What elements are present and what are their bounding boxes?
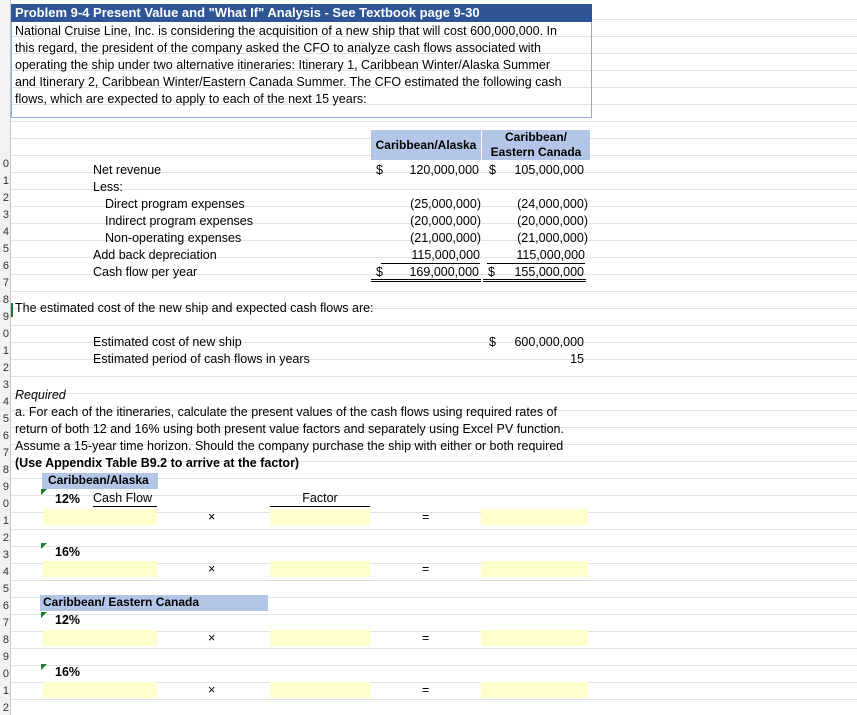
row-number[interactable]: 1 xyxy=(2,685,9,697)
intro-line-1: National Cruise Line, Inc. is considering the acquisition of a new ship that will cost 600,000,000. In xyxy=(15,24,557,38)
cash-flow-sym1: $ xyxy=(376,265,383,279)
problem-title: Problem 9-4 Present Value and "What If" Analysis - See Textbook page 9-30 xyxy=(11,4,592,22)
nonop-expenses-label[interactable]: Non-operating expenses xyxy=(105,231,242,245)
pv-input-alaska-16[interactable] xyxy=(481,561,588,577)
row-number[interactable]: 6 xyxy=(2,260,9,272)
required-line-1[interactable]: a. For each of the itineraries, calculate the present values of the cash flows using required rates of xyxy=(15,405,557,419)
factor-input-canada-12[interactable] xyxy=(270,630,370,646)
row-number[interactable]: 0 xyxy=(2,158,9,170)
row-number[interactable]: 0 xyxy=(2,498,9,510)
row-number[interactable]: 4 xyxy=(2,226,9,238)
pv-input-canada-12[interactable] xyxy=(481,630,588,646)
net-revenue-value-alaska[interactable]: 120,000,000 xyxy=(409,163,479,177)
header-caribbean-alaska[interactable]: Caribbean/Alaska xyxy=(371,130,481,160)
row-number[interactable]: 3 xyxy=(2,379,9,391)
indirect-expenses-label[interactable]: Indirect program expenses xyxy=(105,214,253,228)
row-header[interactable] xyxy=(0,0,11,715)
row-number[interactable]: 8 xyxy=(2,294,9,306)
period-value[interactable]: 15 xyxy=(570,352,584,366)
pv-input-canada-16[interactable] xyxy=(481,682,588,698)
times-symbol: × xyxy=(208,562,216,576)
section-caribbean-eastern-canada[interactable]: Caribbean/ Eastern Canada xyxy=(40,595,268,611)
appendix-note[interactable]: (Use Appendix Table B9.2 to arrive at the factor) xyxy=(15,456,300,470)
cash-flow-sym2: $ xyxy=(488,265,495,279)
less-label[interactable]: Less: xyxy=(93,180,123,194)
factor-input-alaska-12[interactable] xyxy=(270,509,370,525)
times-symbol: × xyxy=(208,510,216,524)
times-symbol: × xyxy=(208,631,216,645)
row-number[interactable]: 9 xyxy=(2,651,9,663)
row-number[interactable]: 4 xyxy=(2,396,9,408)
header-col2-line2: Eastern Canada xyxy=(490,145,582,159)
required-heading[interactable]: Required xyxy=(15,388,66,402)
row-number[interactable]: 7 xyxy=(2,277,9,289)
cash-flow-value-alaska: 169,000,000 xyxy=(409,265,479,279)
error-indicator-triangle xyxy=(41,664,47,670)
required-line-3[interactable]: Assume a 15-year time horizon. Should the company purchase the ship with either or both required xyxy=(15,439,564,453)
pv-input-alaska-12[interactable] xyxy=(481,509,588,525)
depreciation-canada[interactable]: 115,000,000 xyxy=(487,247,585,264)
nonop-expenses-canada[interactable]: (21,000,000) xyxy=(517,231,588,245)
gridline xyxy=(11,376,857,377)
cost-label[interactable]: Estimated cost of new ship xyxy=(93,335,242,349)
gridline xyxy=(11,189,857,190)
depreciation-label[interactable]: Add back depreciation xyxy=(93,248,217,262)
cashflow-input-alaska-12[interactable] xyxy=(43,509,157,525)
gridline xyxy=(11,699,857,700)
intro-line-3: operating the ship under two alternative itineraries: Itinerary 1, Caribbean Winter/Alaska Summer xyxy=(15,58,550,72)
cashflow-input-alaska-16[interactable] xyxy=(43,561,157,577)
row-number[interactable]: 3 xyxy=(2,209,9,221)
cashflow-input-canada-16[interactable] xyxy=(43,682,157,698)
cashflow-input-canada-12[interactable] xyxy=(43,630,157,646)
cash-flow-alaska-cell[interactable] xyxy=(371,264,481,282)
header-caribbean-eastern-canada[interactable] xyxy=(482,130,590,160)
gridline xyxy=(11,614,857,615)
row-number[interactable]: 9 xyxy=(2,481,9,493)
header-col2-line1: Caribbean/ xyxy=(504,130,567,144)
rate-16-alaska[interactable]: 16% xyxy=(55,545,81,559)
row-number[interactable]: 5 xyxy=(2,413,9,425)
row-number[interactable]: 1 xyxy=(2,345,9,357)
factor-header[interactable]: Factor xyxy=(270,491,370,507)
equals-symbol: = xyxy=(422,631,430,645)
row-number[interactable]: 5 xyxy=(2,243,9,255)
equals-symbol: = xyxy=(422,562,430,576)
cash-flow-canada-cell[interactable] xyxy=(483,264,586,282)
direct-expenses-label[interactable]: Direct program expenses xyxy=(105,197,245,211)
row-number[interactable]: 9 xyxy=(2,311,9,323)
gridline xyxy=(11,393,857,394)
gridline xyxy=(11,325,857,326)
direct-expenses-canada[interactable]: (24,000,000) xyxy=(517,197,588,211)
rate-16-canada[interactable]: 16% xyxy=(55,665,81,679)
gridline xyxy=(11,121,857,122)
row-number[interactable]: 6 xyxy=(2,430,9,442)
row-number[interactable]: 3 xyxy=(2,549,9,561)
row-number[interactable]: 0 xyxy=(2,328,9,340)
net-revenue-label[interactable]: Net revenue xyxy=(93,163,162,177)
gridline xyxy=(11,665,857,666)
error-indicator-triangle xyxy=(41,543,47,549)
rate-12-alaska[interactable]: 12% xyxy=(55,492,81,506)
net-revenue-sym2: $ xyxy=(489,163,496,177)
row-number[interactable]: 6 xyxy=(2,600,9,612)
cash-flow-header[interactable]: Cash Flow xyxy=(93,491,157,507)
row-number[interactable]: 1 xyxy=(2,515,9,527)
row-number[interactable]: 2 xyxy=(2,702,9,714)
nonop-expenses-alaska[interactable]: (21,000,000) xyxy=(410,231,481,245)
intro-line-4: and Itinerary 2, Caribbean Winter/Eastern Canada Summer. The CFO estimated the following cash xyxy=(15,75,562,89)
row-number[interactable]: 8 xyxy=(2,634,9,646)
cash-flow-value-canada: 155,000,000 xyxy=(514,265,584,279)
error-indicator-triangle xyxy=(41,612,47,618)
indirect-expenses-canada[interactable]: (20,000,000) xyxy=(517,214,588,228)
net-revenue-sym1: $ xyxy=(376,163,383,177)
intro-line-5: flows, which are expected to apply to each of the next 15 years: xyxy=(15,92,367,106)
row-number[interactable]: 8 xyxy=(2,464,9,476)
row-number[interactable]: 7 xyxy=(2,447,9,459)
cash-flow-label[interactable]: Cash flow per year xyxy=(93,265,198,279)
row-number[interactable]: 2 xyxy=(2,532,9,544)
rate-12-canada[interactable]: 12% xyxy=(55,613,81,627)
row-number[interactable]: 7 xyxy=(2,617,9,629)
gridline xyxy=(11,648,857,649)
cost-sym: $ xyxy=(489,335,496,349)
row-number[interactable]: 0 xyxy=(2,668,9,680)
row-number[interactable]: 2 xyxy=(2,192,9,204)
period-label[interactable]: Estimated period of cash flows in years xyxy=(93,352,310,366)
row-number[interactable]: 4 xyxy=(2,566,9,578)
intro-line-2: this regard, the president of the company asked the CFO to analyze cash flows associated with xyxy=(15,41,541,55)
gridline xyxy=(11,529,857,530)
cost-value[interactable]: 600,000,000 xyxy=(514,335,584,349)
direct-expenses-alaska[interactable]: (25,000,000) xyxy=(410,197,481,211)
equals-symbol: = xyxy=(422,683,430,697)
section-caribbean-alaska[interactable]: Caribbean/Alaska xyxy=(42,473,158,489)
factor-input-canada-16[interactable] xyxy=(270,682,370,698)
factor-input-alaska-16[interactable] xyxy=(270,561,370,577)
row-number[interactable]: 2 xyxy=(2,362,9,374)
depreciation-alaska[interactable]: 115,000,000 xyxy=(381,247,480,264)
gridline xyxy=(11,291,857,292)
gridline xyxy=(11,580,857,581)
active-cell-indicator xyxy=(11,303,13,317)
indirect-expenses-alaska[interactable]: (20,000,000) xyxy=(410,214,481,228)
net-revenue-value-canada[interactable]: 105,000,000 xyxy=(514,163,584,177)
gridline xyxy=(11,546,857,547)
row-number[interactable]: 1 xyxy=(2,175,9,187)
row-number[interactable]: 5 xyxy=(2,583,9,595)
times-symbol: × xyxy=(208,683,216,697)
equals-symbol: = xyxy=(422,510,430,524)
error-indicator-triangle xyxy=(41,489,47,495)
required-line-2[interactable]: return of both 12 and 16% using both present value factors and separately using Excel PV function. xyxy=(15,422,564,436)
estimate-intro[interactable]: The estimated cost of the new ship and expected cash flows are: xyxy=(15,301,374,315)
